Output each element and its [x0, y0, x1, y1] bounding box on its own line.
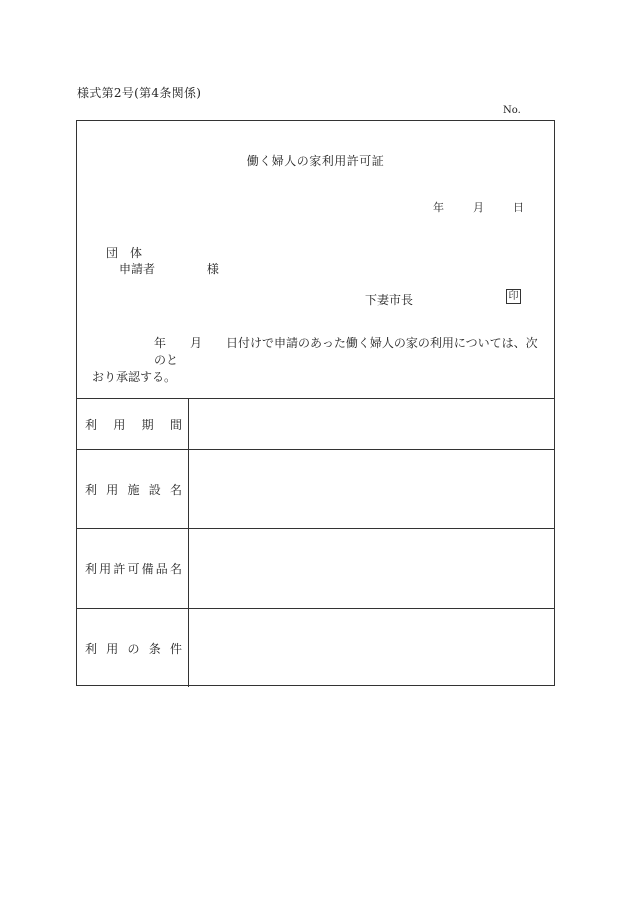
- row-label-usage-conditions: [77, 609, 189, 687]
- mayor-label: 下妻市長: [365, 293, 414, 307]
- approval-line-1: 年 月 日付けで申請のあった働く婦人の家の利用については、次のと: [154, 336, 538, 367]
- permit-form-frame: [76, 120, 555, 686]
- page-title: 働く婦人の家利用許可証: [246, 154, 385, 168]
- row-label-usage-period: [77, 399, 189, 449]
- usage-conditions-field[interactable]: [189, 609, 554, 687]
- approval-statement: [92, 335, 544, 386]
- usage-period-field[interactable]: [189, 399, 554, 449]
- issue-date: [433, 199, 524, 215]
- equipment-name-field[interactable]: [189, 529, 554, 608]
- honorific-label: 様: [206, 262, 219, 276]
- applicant-label: 申請者: [119, 262, 156, 276]
- row-label-text: 利 用 の 条 件: [85, 641, 182, 656]
- group-label: 団 体: [106, 246, 143, 260]
- table-row-equipment-name: [77, 529, 554, 609]
- permit-header-section: [77, 121, 554, 399]
- applicant-line: [119, 260, 219, 277]
- day-label: 日: [513, 201, 524, 214]
- table-row-usage-conditions: [77, 609, 554, 687]
- year-label: 年: [433, 201, 444, 214]
- row-label-text: 利 用 期 間: [85, 417, 182, 432]
- form-number: 様式第2号(第4条関係): [77, 86, 202, 100]
- table-row-facility-name: [77, 450, 554, 529]
- row-label-equipment-name: [77, 529, 189, 608]
- seal-icon: 印: [506, 289, 521, 304]
- month-label: 月: [473, 201, 484, 214]
- table-row-usage-period: [77, 399, 554, 450]
- row-label-facility-name: [77, 450, 189, 528]
- row-label-text: 利 用 施 設 名: [85, 482, 182, 497]
- document-number-label: No.: [503, 105, 521, 116]
- row-label-text: 利 用 許 可 備 品 名: [85, 562, 182, 576]
- approval-line-2: おり承認する。: [92, 370, 177, 384]
- facility-name-field[interactable]: [189, 450, 554, 528]
